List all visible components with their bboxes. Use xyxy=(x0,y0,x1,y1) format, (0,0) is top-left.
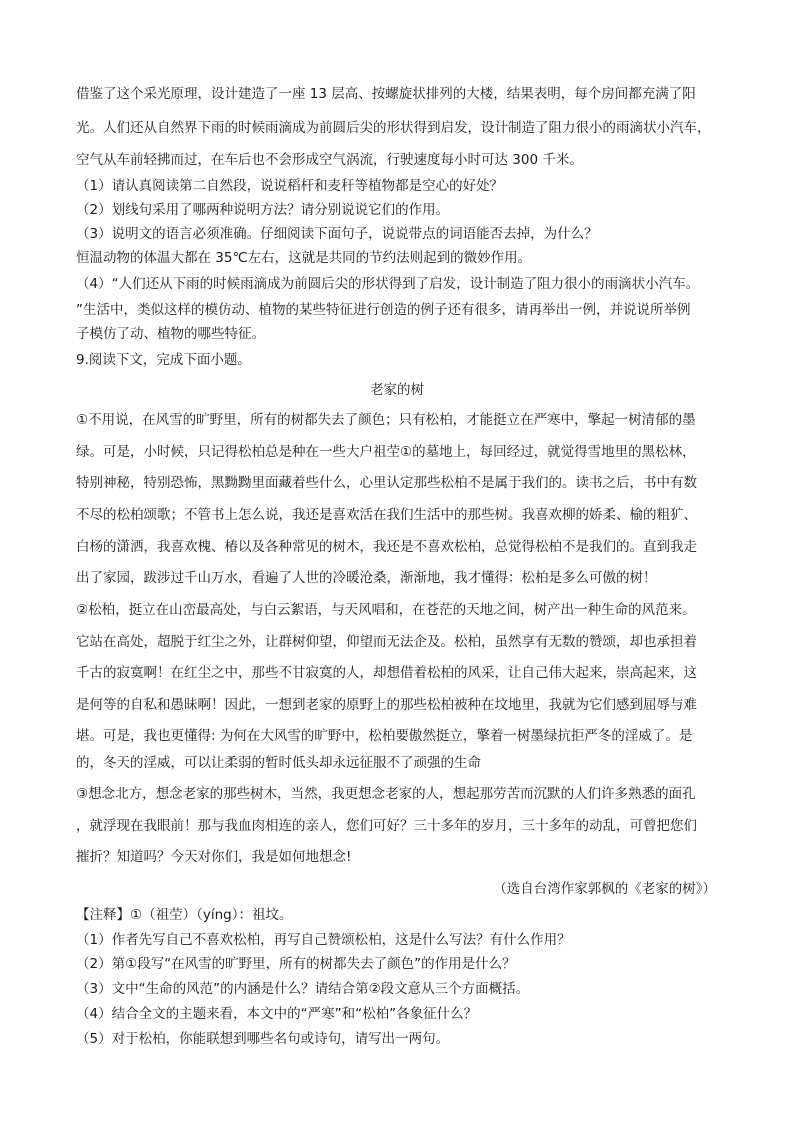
passage9-line: 特别神秘，特别恐怖，黑黝黝里面藏着些什么，心里认定那些松柏不是属于我们的。读书之后，书中有数 xyxy=(76,475,697,491)
passage8-line: 空气从车前轻拂而过，在车后也不会形成空气涡流，行驶速度每小时可达 300 千米。 xyxy=(76,152,583,168)
question-8-3-sentence: 恒温动物的体温大都在 35℃左右，这就是共同的节约法则起到的微妙作用。 xyxy=(76,250,532,266)
passage9-line: 绿。可是，小时候，只记得松柏总是种在一些大户祖茔①的墓地上，每回经过，就觉得雪地里的黑松林， xyxy=(76,444,696,460)
question-9-1: （1）作者先写自己不喜欢松柏，再写自己赞颂松柏，这是什么写法？有什么作用？ xyxy=(76,932,571,948)
passage9-line: 不尽的松柏颂歌；不管书上怎么说，我还是喜欢活在我们生活中的那些树。我喜欢柳的娇柔、榆的粗犷、 xyxy=(76,507,697,523)
question-8-4-cont: 子模仿了动、植物的哪些特征。 xyxy=(76,326,265,342)
passage8-line: 借鉴了这个采光原理，设计建造了一座 13 层高、按螺旋状排列的大楼，结果表明，每个房间都充满了阳 xyxy=(76,86,696,102)
question-9-5: （5）对于松柏，你能联想到哪些名句或诗句，请写出一两句。 xyxy=(76,1031,450,1047)
question-8-4: （4）“人们还从下雨的时候雨滴成为前圆后尖的形状得到了启发，设计制造了阻力很小的雨滴状小汽车。 xyxy=(76,276,700,292)
passage9-line: 它站在高处，超脱于红尘之外，让群树仰望，仰望而无法企及。松柏，虽然享有无数的赞颂，却也承担着 xyxy=(76,634,697,650)
passage8-line: 光。人们还从自然界下雨的时候雨滴成为前圆后尖的形状得到启发，设计制造了阻力很小的雨滴状小汽车， xyxy=(76,120,711,136)
passage-title: 老家的树 xyxy=(370,382,424,398)
passage9-line: ②松柏，挺立在山峦最高处，与白云絮语，与天风唱和，在苍茫的天地之间，树产出一种生命的风范来。 xyxy=(76,602,696,618)
question-9-2: （2）第①段写“在风雪的旷野里，所有的树都失去了颜色”的作用是什么？ xyxy=(76,956,516,972)
question-8-3: （3）说明文的语言必须准确。仔细阅读下面句子，说说带点的词语能否去掉，为什么？ xyxy=(76,226,598,242)
annotation-note: 【注释】①（祖茔）（yíng）：祖坟。 xyxy=(76,907,293,923)
question-8-4-cont: ”生活中，类似这样的模仿动、植物的某些特征进行创造的例子还有很多，请再举出一例，并说说所举例 xyxy=(76,302,691,318)
passage9-line: 的，冬天的淫威，可以让柔弱的暂时低头却永远征服不了顽强的生命 xyxy=(76,755,481,771)
question-9-intro: 9.阅读下文，完成下面小题。 xyxy=(76,352,251,368)
passage9-line: ③想念北方，想念老家的那些树木，当然，我更想念老家的人，想起那劳苦而沉默的人们许多熟悉的面孔 xyxy=(76,786,696,802)
passage9-line: 千古的寂寞啊！在红尘之中，那些不甘寂寞的人，却想借着松柏的风采，让自己伟大起来，崇高起来，这 xyxy=(76,665,697,681)
question-9-4: （4）结合全文的主题来看，本文中的“严寒”和“松柏”各象征什么？ xyxy=(76,1006,478,1022)
question-8-2: （2）划线句采用了哪两种说明方法？请分别说说它们的作用。 xyxy=(76,202,450,218)
passage9-line: ，就浮现在我眼前！那与我血肉相连的亲人，您们可好？三十多年的岁月，三十多年的动乱，可曾把您们 xyxy=(76,818,697,834)
passage9-line: 是何等的自私和愚昧啊！因此，一想到老家的原野上的那些松柏被种在坟地里，我就为它们感到屈辱与难 xyxy=(76,697,697,713)
passage9-line: 白杨的潇洒，我喜欢槐、椿以及各种常见的树木，我还是不喜欢松柏，总觉得松柏不是我们的。直到我走 xyxy=(76,539,697,555)
passage9-line: 堪。可是，我也更懂得: 为何在大风雪的旷野中，松柏要傲然挺立，擎着一树墨绿抗拒严冬的淫威了。是 xyxy=(76,728,693,744)
passage9-line: ①不用说，在风雪的旷野里，所有的树都失去了颜色；只有松柏，才能挺立在严寒中，擎起一树清郁的墨 xyxy=(76,412,696,428)
passage-source: （选自台湾作家郭枫的《老家的树》） xyxy=(493,881,716,897)
question-9-3: （3）文中“生命的风范”的内涵是什么？请结合第②段文意从三个方面概括。 xyxy=(76,981,530,997)
passage9-line: 出了家园，跋涉过千山万水，看遍了人世的冷暖沧桑，渐渐地，我才懂得：松柏是多么可傲的树！ xyxy=(76,570,657,586)
passage9-line: 摧折？知道吗？今天对你们，我是如何地想念! xyxy=(76,849,352,865)
question-8-1: （1）请认真阅读第二自然段，说说稻杆和麦秆等植物都是空心的好处？ xyxy=(76,178,504,194)
